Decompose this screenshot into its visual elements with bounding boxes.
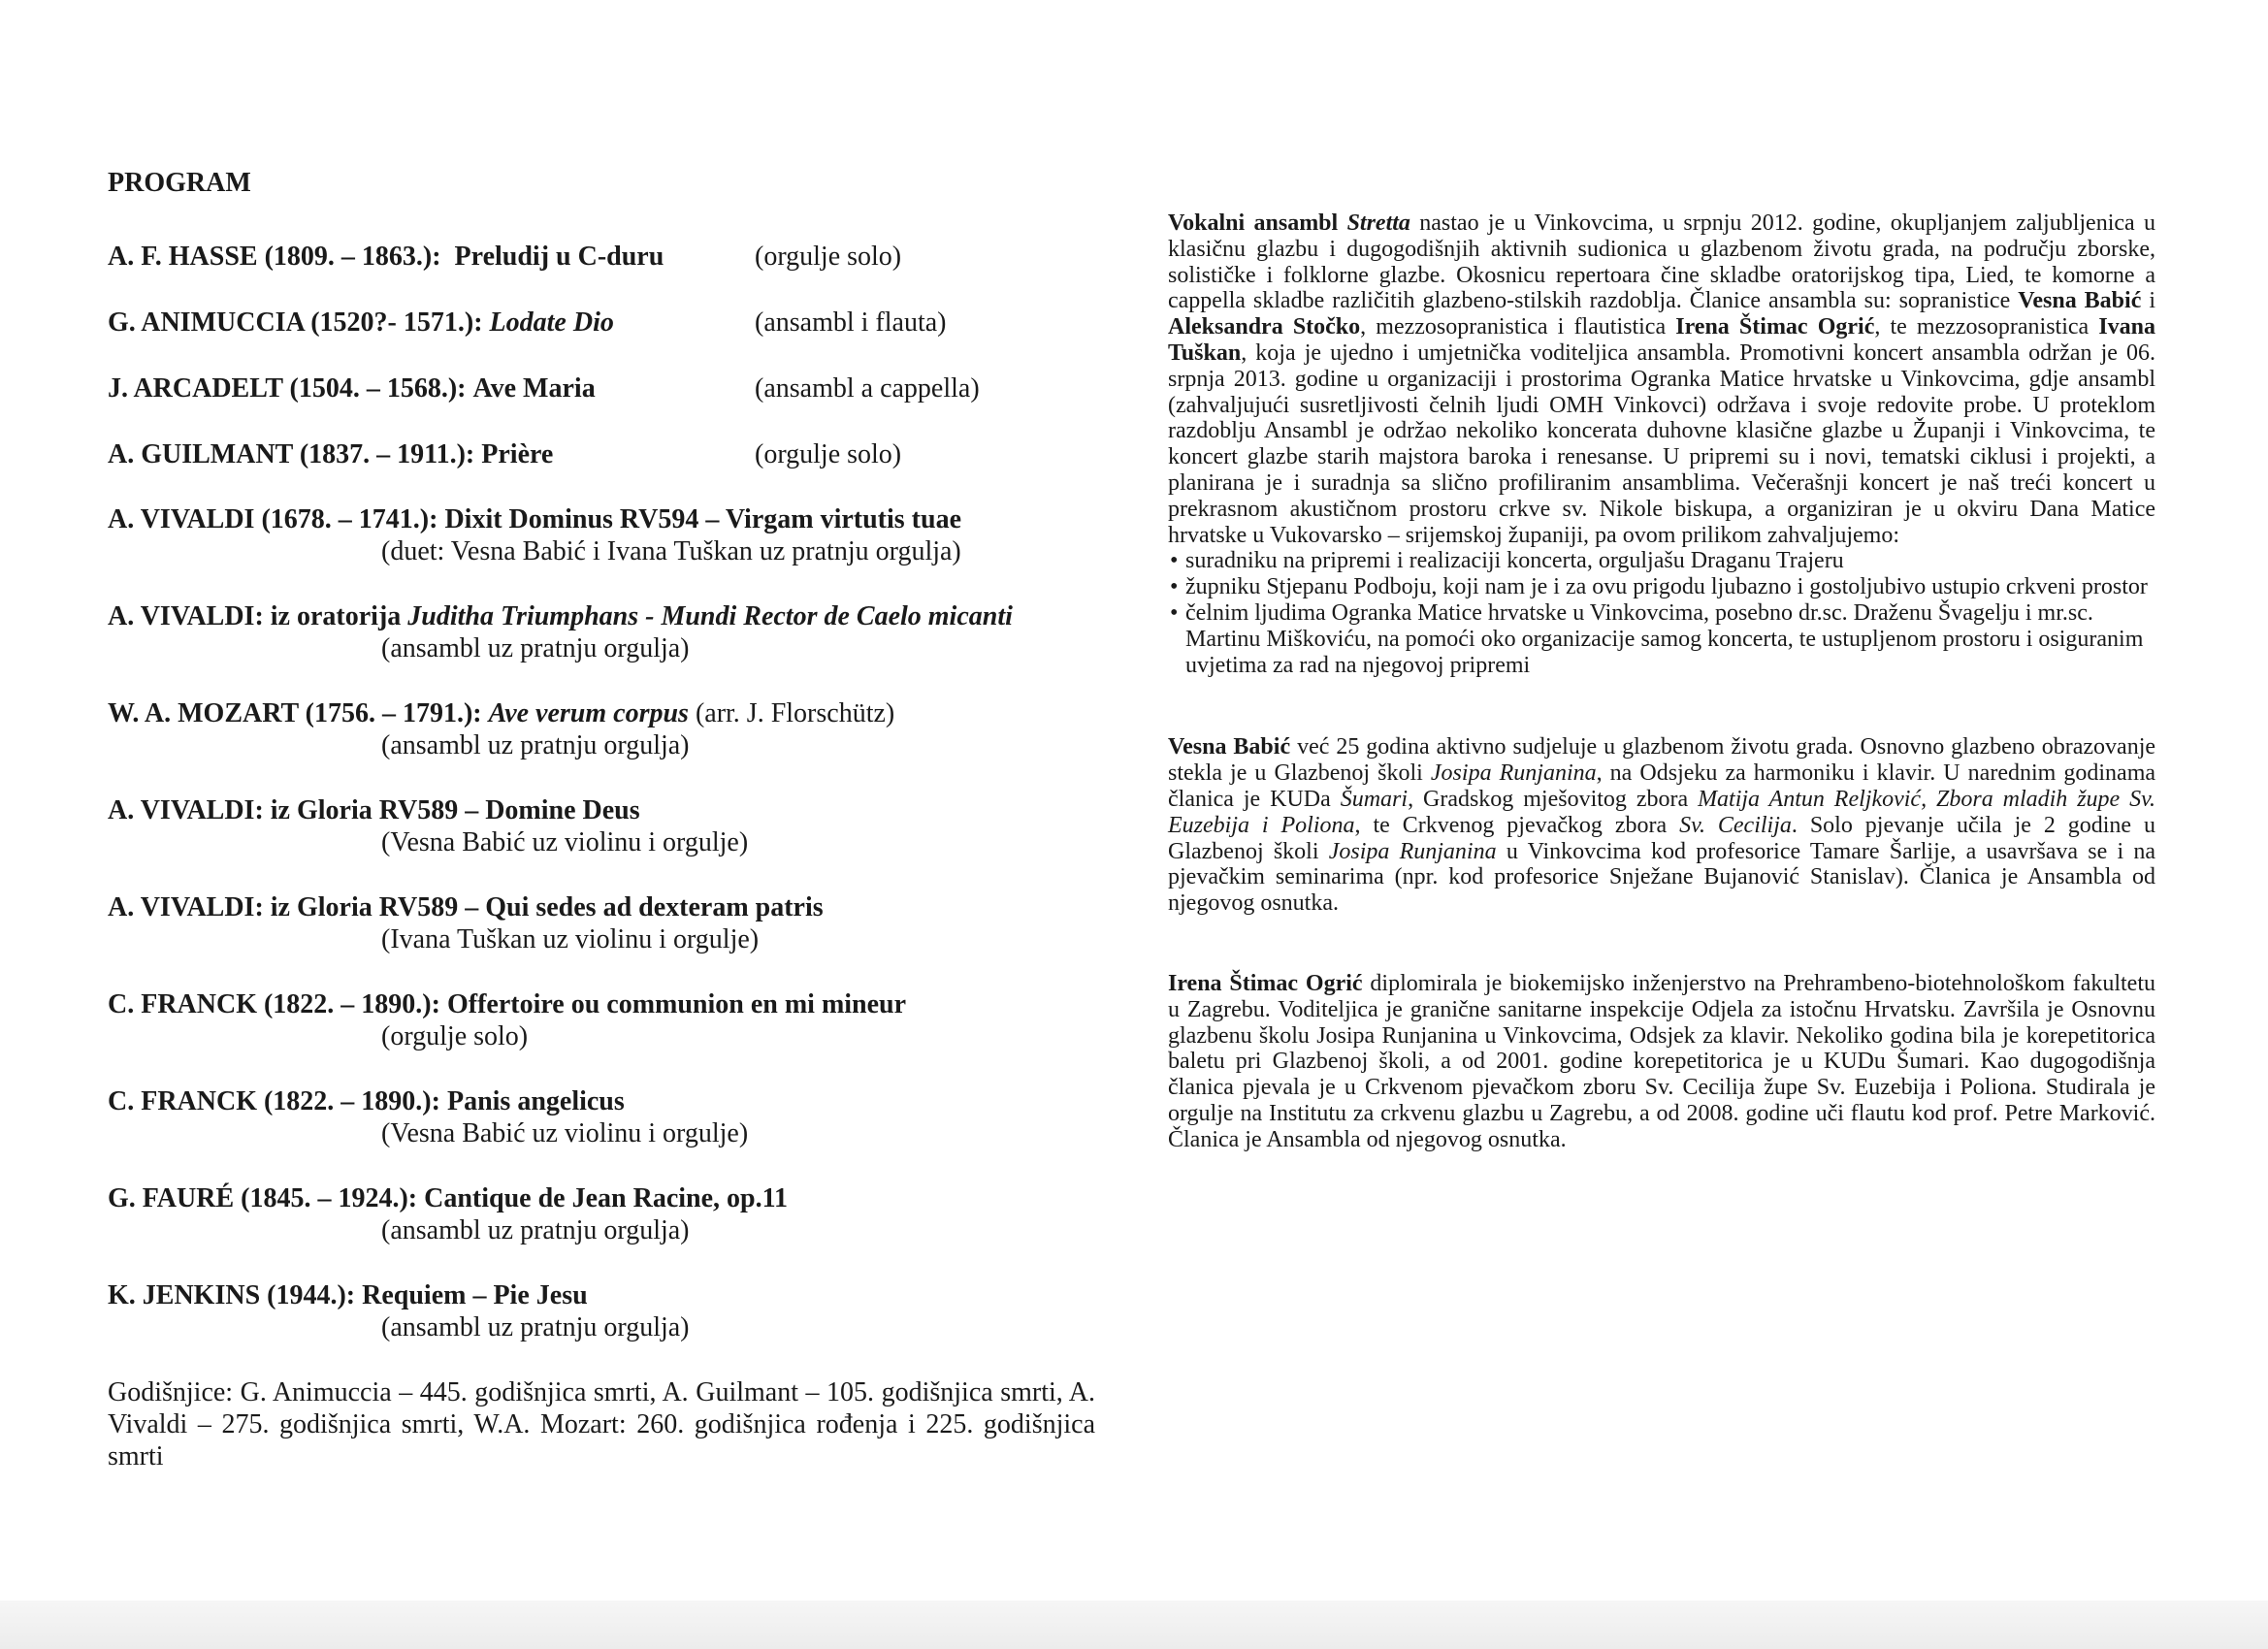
work: Prière — [481, 439, 554, 469]
ensemble-paragraph — [1168, 210, 2155, 548]
list-item — [1168, 548, 2155, 574]
composer: A. F. HASSE (1809. – 1863.): — [108, 242, 441, 272]
work: Juditha Triumphans - Mundi Rector de Caelo micanti — [407, 601, 1013, 631]
composer: A. VIVALDI (1678. – 1741.): — [108, 504, 438, 534]
composer: K. JENKINS (1944.): — [108, 1280, 356, 1310]
bio-text-italic: Josipa Runjanina — [1430, 760, 1597, 787]
performer-note: (ansambl uz pratnju orgulja) — [381, 730, 690, 760]
program-item — [108, 988, 1117, 1052]
list-item — [1168, 574, 2155, 600]
bullet-icon: • — [1170, 548, 1179, 574]
program-item — [108, 372, 1117, 404]
performer-note: (Vesna Babić uz violinu i orgulje) — [381, 827, 749, 857]
bio-text: , te Crkvenog pjevačkog zbora — [1354, 812, 1668, 838]
program-section — [108, 167, 1117, 1472]
ensemble-name-italic: Stretta — [1346, 210, 1410, 236]
bio-text-italic: Sv. Cecilija — [1679, 812, 1792, 838]
program-item — [108, 1085, 1117, 1149]
composer: G. FAURÉ (1845. – 1924.): — [108, 1183, 418, 1213]
anniversaries-note: Godišnjice: G. Animuccia – 445. godišnjica smrti, A. Guilmant – 105. godišnjica smrti, A. Vivaldi – 275. godišnjica smrti, W.A. Mozart: 260. godišnjica rođenja i 225. godišnjica smrti — [108, 1377, 1095, 1471]
program-item — [108, 438, 1117, 470]
bullet-icon: • — [1170, 599, 1179, 626]
bio-section — [1168, 210, 2155, 1153]
performer-note: (Vesna Babić uz violinu i orgulje) — [381, 1118, 749, 1148]
bio-text-italic: Josipa Runjanina — [1328, 838, 1497, 864]
bio-text: , Gradskog mješovitog zbora — [1408, 786, 1689, 812]
vesna-paragraph — [1168, 734, 2155, 917]
member-name: Vesna Babić — [2018, 288, 2142, 314]
thanks-text: čelnim ljudima Ogranka Matice hrvatske u Vinkovcima, posebno dr.sc. Draženu Švagelju i mr.sc. Martinu Miškoviću, na pomoći oko organizacije samog koncerta, te ustupljenom prostoru i osiguranim uvjetima za rad na njegovoj pripremi — [1185, 599, 2144, 678]
list-item — [1168, 600, 2155, 678]
work: Ave verum corpus — [488, 698, 689, 728]
scan-bottom-edge — [0, 1600, 2268, 1649]
bio-text: , na Odsjeku za harmoniku i klavir. U narednim godinama članica je KUDa — [1168, 760, 2156, 812]
program-item — [108, 307, 1117, 339]
performer-note: (orgulje solo) — [755, 439, 902, 469]
composer: C. FRANCK (1822. – 1890.): — [108, 989, 440, 1019]
ensemble-text: nastao je u Vinkovcima, u srpnju 2012. godine, okupljanjem zaljubljenica u klasičnu glazbu i dugogodišnjih aktivnih sudionica u glazbenom životu grada, na području zborske, solističke i folklorne glazbe. Okosnicu repertoara čine skladbe oratorijskog tipa, Lied, te komorne a cappella skladbe različitih glazbeno-stilskih razdoblja. Članice ansambla su: sopranistice — [1168, 210, 2156, 314]
work: iz Gloria RV589 – Domine Deus — [270, 795, 640, 825]
bio-text: već 25 godina aktivno sudjeluje u glazbenom životu grada. Osnovno glazbeno obrazovanje stekla je u Glazbenoj školi — [1168, 734, 2156, 787]
performer-note: (orgulje solo) — [755, 242, 902, 272]
performer-note: (ansambl i flauta) — [755, 307, 947, 338]
ensemble-text: i — [2149, 288, 2156, 314]
performer-note: (ansambl a cappella) — [755, 373, 980, 404]
performer-note: (ansambl uz pratnju orgulja) — [381, 1215, 690, 1245]
thanks-text: župniku Stjepanu Podboju, koji nam je i za ovu prigodu ljubazno i gostoljubivo ustupio crkveni prostor — [1185, 574, 2148, 600]
person-name: Vesna Babić — [1168, 734, 1291, 760]
member-name: Aleksandra Stočko — [1168, 314, 1361, 340]
thanks-list — [1168, 548, 2155, 678]
performer-note: (Ivana Tuškan uz violinu i orgulje) — [381, 924, 760, 954]
work: Cantique de Jean Racine, op.11 — [424, 1183, 789, 1213]
irena-paragraph — [1168, 971, 2155, 1153]
ensemble-text: , te mezzosopranistica — [1874, 314, 2090, 340]
composer: A. VIVALDI: — [108, 892, 264, 922]
composer: A. VIVALDI: — [108, 601, 264, 631]
work: Requiem – Pie Jesu — [362, 1280, 588, 1310]
performer-note: (orgulje solo) — [381, 1021, 529, 1051]
ensemble-text: , mezzosopranistica i flautistica — [1360, 314, 1667, 340]
program-item — [108, 697, 1117, 761]
composer: W. A. MOZART (1756. – 1791.): — [108, 698, 482, 728]
person-name: Irena Štimac Ogrić — [1168, 970, 1363, 996]
bio-text-italic: Matija Antun Reljković, Zbora mladih župe Sv. Euzebija i Poliona — [1168, 786, 2156, 838]
composer: J. ARCADELT (1504. – 1568.): — [108, 373, 467, 404]
composer: G. ANIMUCCIA (1520?- 1571.): — [108, 307, 483, 338]
work: Preludij u C-duru — [454, 242, 664, 272]
program-heading: PROGRAM — [108, 168, 251, 198]
work: Offertoire ou communion en mi mineur — [446, 989, 907, 1019]
program-item — [108, 503, 1117, 567]
composer: C. FRANCK (1822. – 1890.): — [108, 1086, 440, 1116]
composer: A. GUILMANT (1837. – 1911.): — [108, 439, 475, 469]
bio-text: . Solo pjevanje učila je 2 godine u Glazbenoj školi — [1168, 812, 2156, 864]
program-item — [108, 1182, 1117, 1246]
work: Lodate Dio — [489, 307, 614, 338]
work: Ave Maria — [472, 373, 596, 404]
arrangement: (arr. J. Florschütz) — [695, 698, 895, 728]
work: iz Gloria RV589 – Qui sedes ad dexteram patris — [270, 892, 824, 922]
ensemble-name: Vokalni ansambl — [1168, 210, 1339, 236]
program-item — [108, 794, 1117, 858]
program-item — [108, 1279, 1117, 1343]
work-prefix: iz oratorija — [270, 601, 402, 631]
member-name: Ivana Tuškan — [1168, 314, 2156, 366]
work: Dixit Dominus RV594 – Virgam virtutis tuae — [444, 504, 961, 534]
program-item — [108, 241, 1117, 273]
bullet-icon: • — [1170, 574, 1179, 600]
bio-text-italic: Šumari — [1340, 786, 1409, 812]
thanks-text: suradniku na pripremi i realizaciji koncerta, orguljašu Draganu Trajeru — [1185, 548, 1844, 574]
program-item — [108, 891, 1117, 955]
ensemble-text: , koja je ujedno i umjetnička voditeljica ansambla. Promotivni koncert ansambla održan je 06. srpnja 2013. godine u organizaciji i prostorima Ogranka Matice hrvatske u Vinkovcima, gdje ansambl (zahvaljujući susretljivosti čelnih ljudi OMH Vinkovci) održava i svoje redovite probe. U proteklom razdoblju Ansambl je održao nekoliko koncerata duhovne klasične glazbe u Županji i Vinkovcima, te koncert glazbe starih majstora baroka i renesanse. U pripremi su i novi, tematski ciklusi i projekti, a planirana je i suradnja sa slično profiliranim ansamblima. Večerašnji koncert je naš treći koncert u prekrasnom akustičnom prostoru crkve sv. Nikole biskupa, a organiziran je u okviru Dana Matice hrvatske u Vukovarsko – srijemskoj županiji, pa ovom prilikom zahvaljujemo: — [1168, 340, 2155, 548]
work: Panis angelicus — [446, 1086, 625, 1116]
program-item — [108, 600, 1117, 664]
composer: A. VIVALDI: — [108, 795, 264, 825]
bio-text: u Vinkovcima kod profesorice Tamare Šarlije, a usavršava se i na pjevačkim seminarima (npr. kod profesorice Snježane Bujanović Stanislav). Članica je Ansambla od njegovog osnutka. — [1168, 838, 2156, 917]
bio-text: diplomirala je biokemijsko inženjerstvo na Prehrambeno-biotehnološkom fakultetu u Zagrebu. Voditeljica je granične sanitarne inspekcije Odjela za istočnu Hrvatsku. Završila je Osnovnu glazbenu školu Josipa Runjanina u Vinkovcima, Odsjek za klavir. Nekoliko godina bila je korepetitorica baletu pri Glazbenoj školi, a od 2001. godine korepetitorica je u KUDu Šumari. Kao dugogodišnja članica pjevala je u Crkvenom pjevačkom zboru Sv. Cecilija župe Sv. Euzebija i Poliona. Studirala je orgulje na Institutu za crkvenu glazbu u Zagrebu, a od 2008. godine uči flautu kod prof. Petre Marković. Članica je Ansambla od njegovog osnutka. — [1168, 970, 2156, 1152]
performer-note: (ansambl uz pratnju orgulja) — [381, 633, 690, 663]
performer-note: (ansambl uz pratnju orgulja) — [381, 1312, 690, 1342]
member-name: Irena Štimac Ogrić — [1675, 314, 1875, 340]
performer-note: (duet: Vesna Babić i Ivana Tuškan uz pratnju orgulja) — [381, 536, 961, 566]
